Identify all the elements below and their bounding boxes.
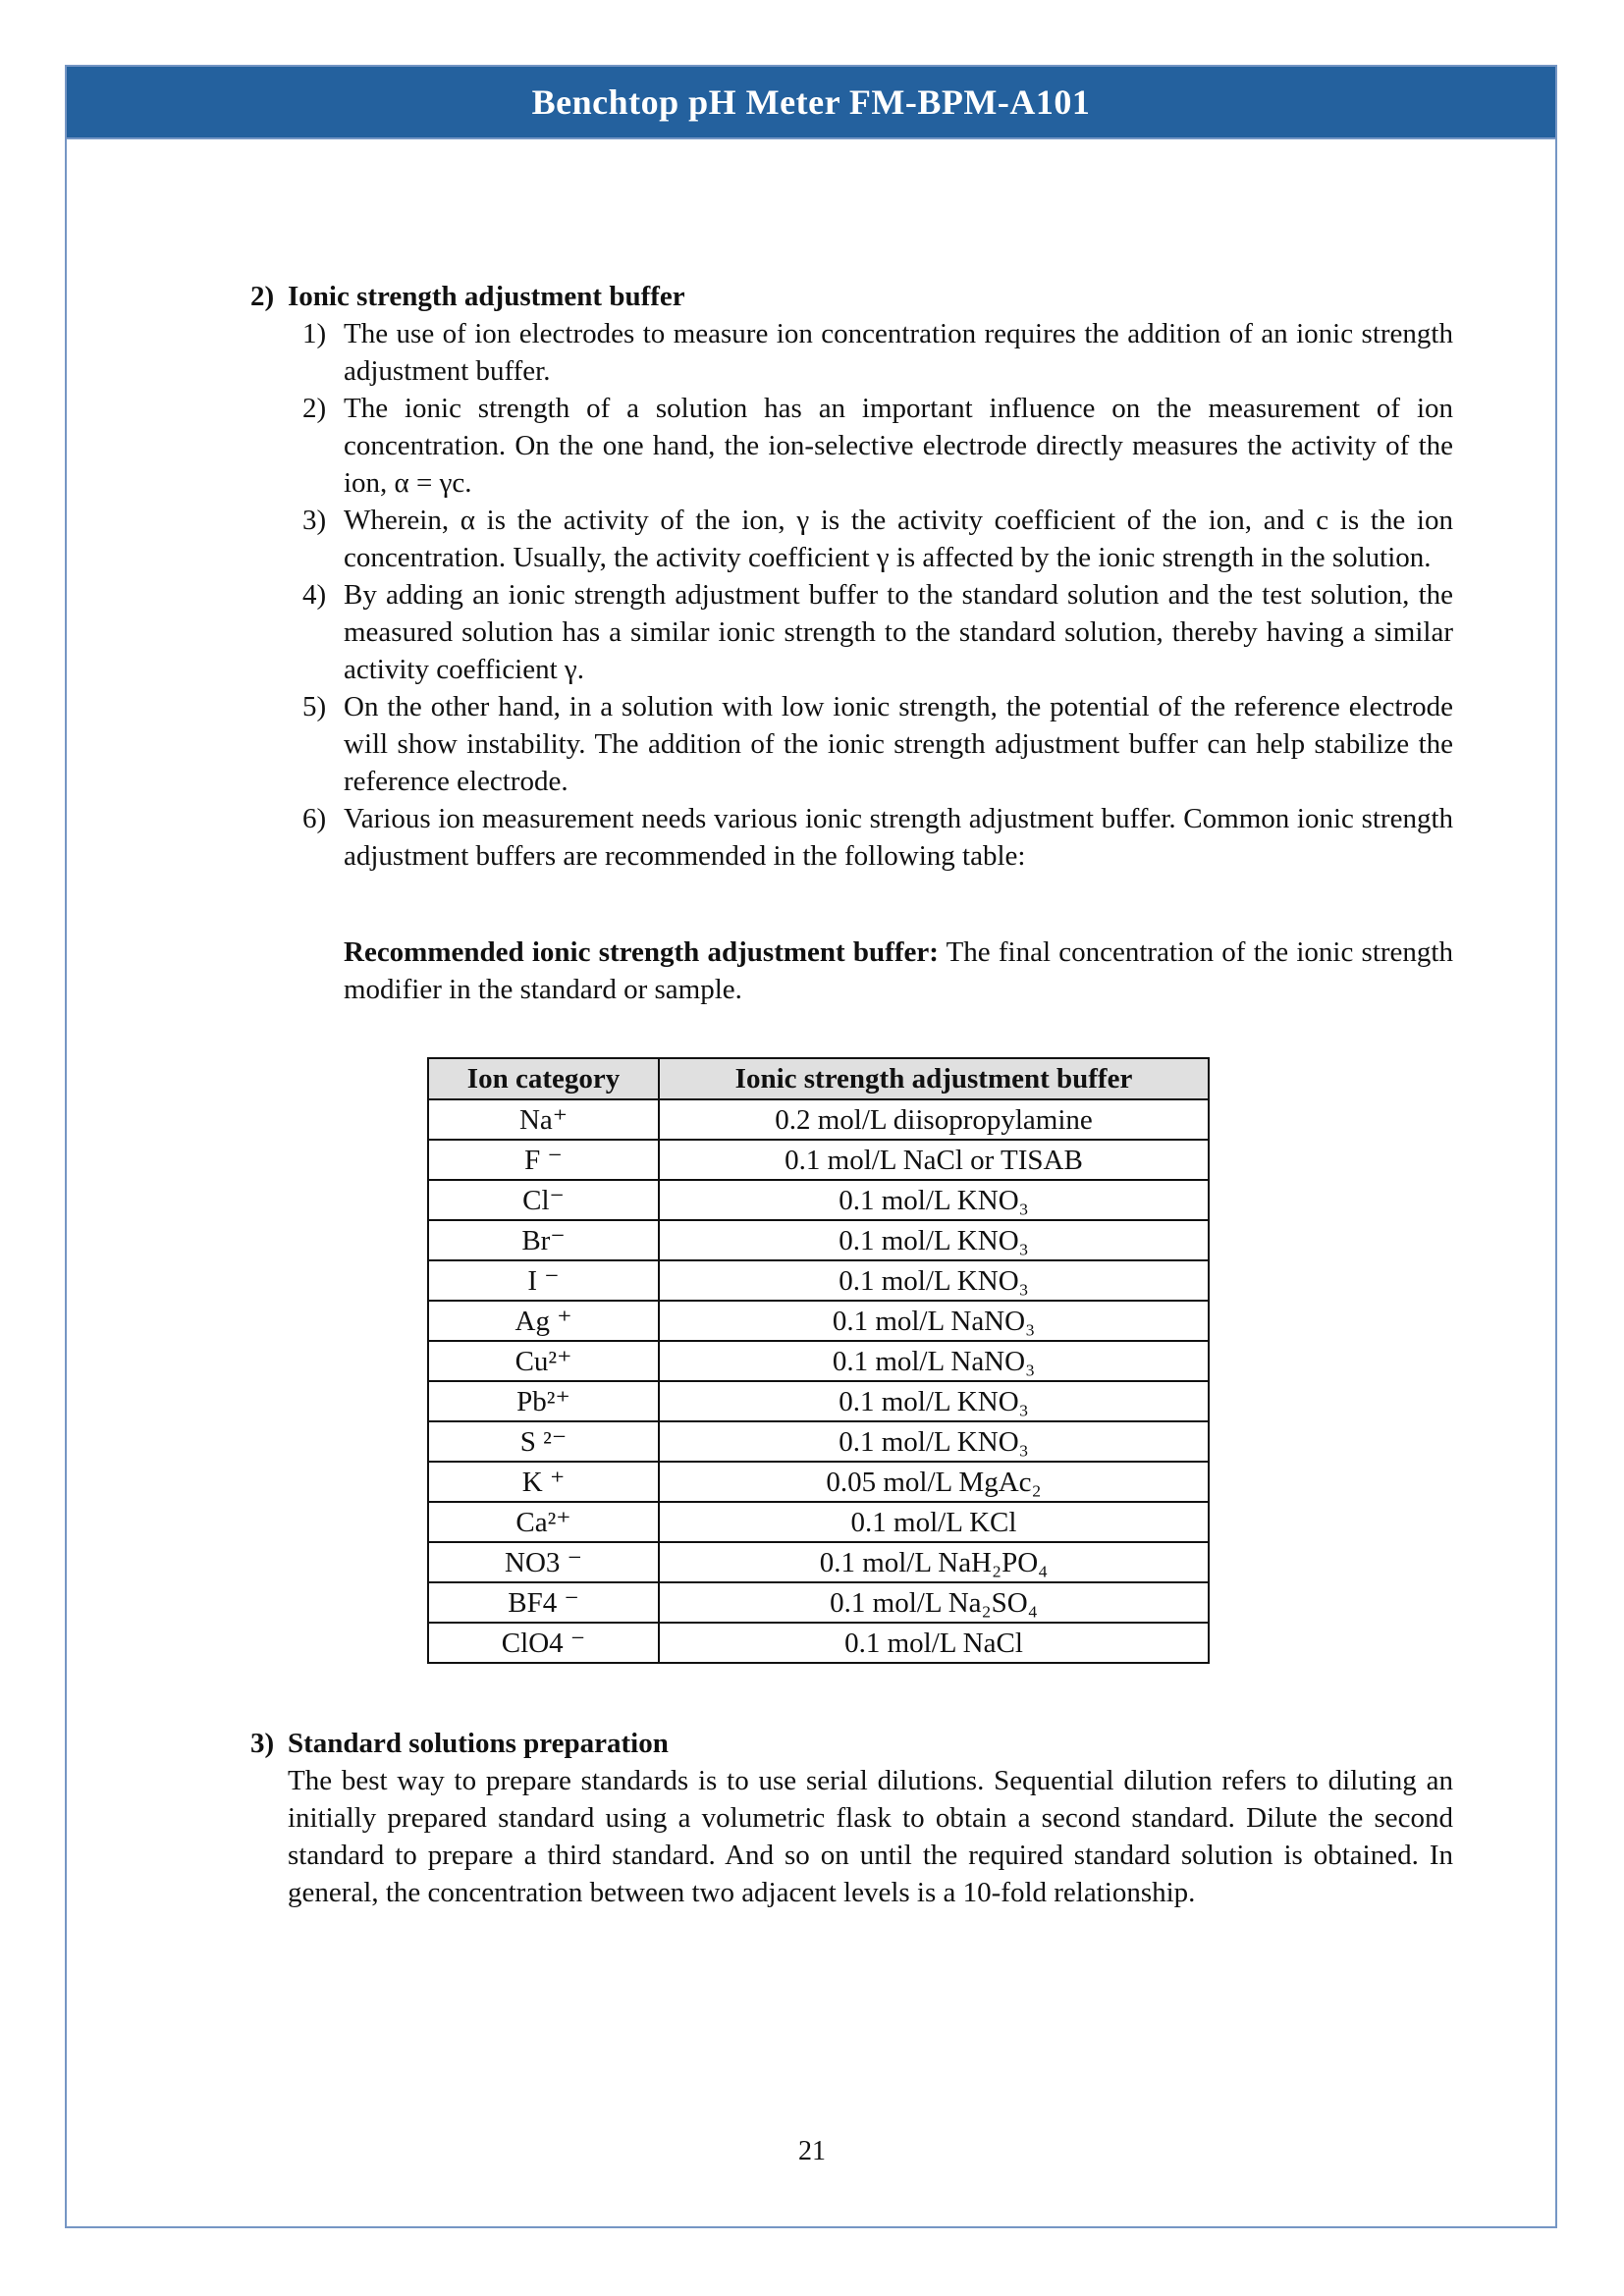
section-2-list <box>0 315 1624 875</box>
buffer-cell: 0.05 mol/L MgAc₂ <box>659 1462 1209 1502</box>
table-row <box>428 1140 1209 1180</box>
table-body <box>428 1099 1209 1663</box>
list-item <box>302 315 1453 390</box>
section-2-number: 2) <box>250 281 275 312</box>
buffer-cell: 0.1 mol/L NaH₂PO₄ <box>659 1542 1209 1582</box>
ion-category-cell: Na⁺ <box>428 1099 659 1140</box>
ion-category-cell: BF4 ⁻ <box>428 1582 659 1623</box>
ion-category-cell: Ca²⁺ <box>428 1502 659 1542</box>
table-row <box>428 1502 1209 1542</box>
section-3-number: 3) <box>250 1728 275 1759</box>
ion-category-cell: F ⁻ <box>428 1140 659 1180</box>
buffer-cell: 0.1 mol/L KNO₃ <box>659 1421 1209 1462</box>
ion-category-cell: K ⁺ <box>428 1462 659 1502</box>
note-lead-bold: Recommended ionic strength adjustment buffer: <box>344 936 939 968</box>
table-row <box>428 1099 1209 1140</box>
list-item-number: 4) <box>302 579 327 611</box>
buffer-cell: 0.1 mol/L NaCl <box>659 1623 1209 1663</box>
table-header <box>428 1058 1209 1099</box>
table-row <box>428 1180 1209 1220</box>
buffer-header: Ionic strength adjustment buffer <box>659 1058 1209 1099</box>
ion-category-cell: Ag ⁺ <box>428 1301 659 1341</box>
list-item-number: 2) <box>302 393 327 424</box>
list-item-number: 3) <box>302 505 327 536</box>
table-row <box>428 1260 1209 1301</box>
buffer-cell: 0.1 mol/L KNO₃ <box>659 1381 1209 1421</box>
table-row <box>428 1301 1209 1341</box>
note-body: The final concentration of the ionic strength modifier in the standard or sample. <box>344 936 1453 1005</box>
ion-category-cell: NO3 ⁻ <box>428 1542 659 1582</box>
buffer-cell: 0.1 mol/L KCl <box>659 1502 1209 1542</box>
table-row <box>428 1462 1209 1502</box>
ion-category-cell: Pb²⁺ <box>428 1381 659 1421</box>
section-3-body: The best way to prepare standards is to use serial dilutions. Sequential dilution refers to diluting an initially prepared standard using a volumetric flask to obtain a second standard. Dilute the second standard to prepare a third standard. And so on until the required standard solution is obtained. In general, the concentration between two adjacent levels is a 10-fold relationship. <box>288 1765 1453 1908</box>
section-2-title: Ionic strength adjustment buffer <box>288 281 685 312</box>
list-item-number: 5) <box>302 691 327 722</box>
ion-category-cell: ClO4 ⁻ <box>428 1623 659 1663</box>
section-3-title: Standard solutions preparation <box>288 1728 669 1759</box>
ion-category-cell: S ²⁻ <box>428 1421 659 1462</box>
list-item-number: 6) <box>302 803 327 834</box>
isa-buffer-table <box>427 1057 1210 1664</box>
list-item-text: Various ion measurement needs various ionic strength adjustment buffer. Common ionic strength adjustment buffers are recommended in the following table: <box>344 803 1453 872</box>
list-item-text: Wherein, α is the activity of the ion, γ is the activity coefficient of the ion, and c is the ion concentration. Usually, the activity coefficient γ is affected by the ionic strength in the solution. <box>344 505 1453 573</box>
buffer-cell: 0.1 mol/L NaNO₃ <box>659 1341 1209 1381</box>
note-paragraph <box>344 934 1453 1008</box>
table-row <box>428 1582 1209 1623</box>
ion-category-cell: I ⁻ <box>428 1260 659 1301</box>
buffer-cell: 0.1 mol/L KNO₃ <box>659 1260 1209 1301</box>
list-item <box>302 800 1453 875</box>
table-row <box>428 1542 1209 1582</box>
buffer-cell: 0.1 mol/L KNO₃ <box>659 1220 1209 1260</box>
ion-category-cell: Br⁻ <box>428 1220 659 1260</box>
section-2-heading <box>250 278 1453 315</box>
list-item-text: By adding an ionic strength adjustment buffer to the standard solution and the test solution, the measured solution has a similar ionic strength to the standard solution, thereby having a similar activity coefficient γ. <box>344 579 1453 685</box>
list-item-text: The ionic strength of a solution has an important influence on the measurement of ion concentration. On the one hand, the ion-selective electrode directly measures the activity of the ion, α = γc. <box>344 393 1453 499</box>
page-title: Benchtop pH Meter FM-BPM-A101 <box>531 82 1091 122</box>
list-item <box>302 688 1453 800</box>
buffer-cell: 0.1 mol/L KNO₃ <box>659 1180 1209 1220</box>
table-row <box>428 1421 1209 1462</box>
ion-category-cell: Cu²⁺ <box>428 1341 659 1381</box>
buffer-cell: 0.2 mol/L diisopropylamine <box>659 1099 1209 1140</box>
section-3-heading <box>250 1725 1453 1762</box>
table-row <box>428 1341 1209 1381</box>
list-item-text: On the other hand, in a solution with low ionic strength, the potential of the reference electrode will show instability. The addition of the ionic strength adjustment buffer can help stabilize the reference electrode. <box>344 691 1453 797</box>
ion-category-header: Ion category <box>428 1058 659 1099</box>
page-number: 21 <box>798 2136 826 2166</box>
ion-category-cell: Cl⁻ <box>428 1180 659 1220</box>
buffer-cell: 0.1 mol/L Na₂SO₄ <box>659 1582 1209 1623</box>
list-item <box>302 502 1453 576</box>
list-item-number: 1) <box>302 318 327 349</box>
table-row <box>428 1623 1209 1663</box>
list-item-text: The use of ion electrodes to measure ion concentration requires the addition of an ionic strength adjustment buffer. <box>344 318 1453 387</box>
table-row <box>428 1220 1209 1260</box>
table-header-row <box>428 1058 1209 1099</box>
list-item <box>302 390 1453 502</box>
buffer-cell: 0.1 mol/L NaNO₃ <box>659 1301 1209 1341</box>
buffer-cell: 0.1 mol/L NaCl or TISAB <box>659 1140 1209 1180</box>
list-item <box>302 576 1453 688</box>
table-row <box>428 1381 1209 1421</box>
